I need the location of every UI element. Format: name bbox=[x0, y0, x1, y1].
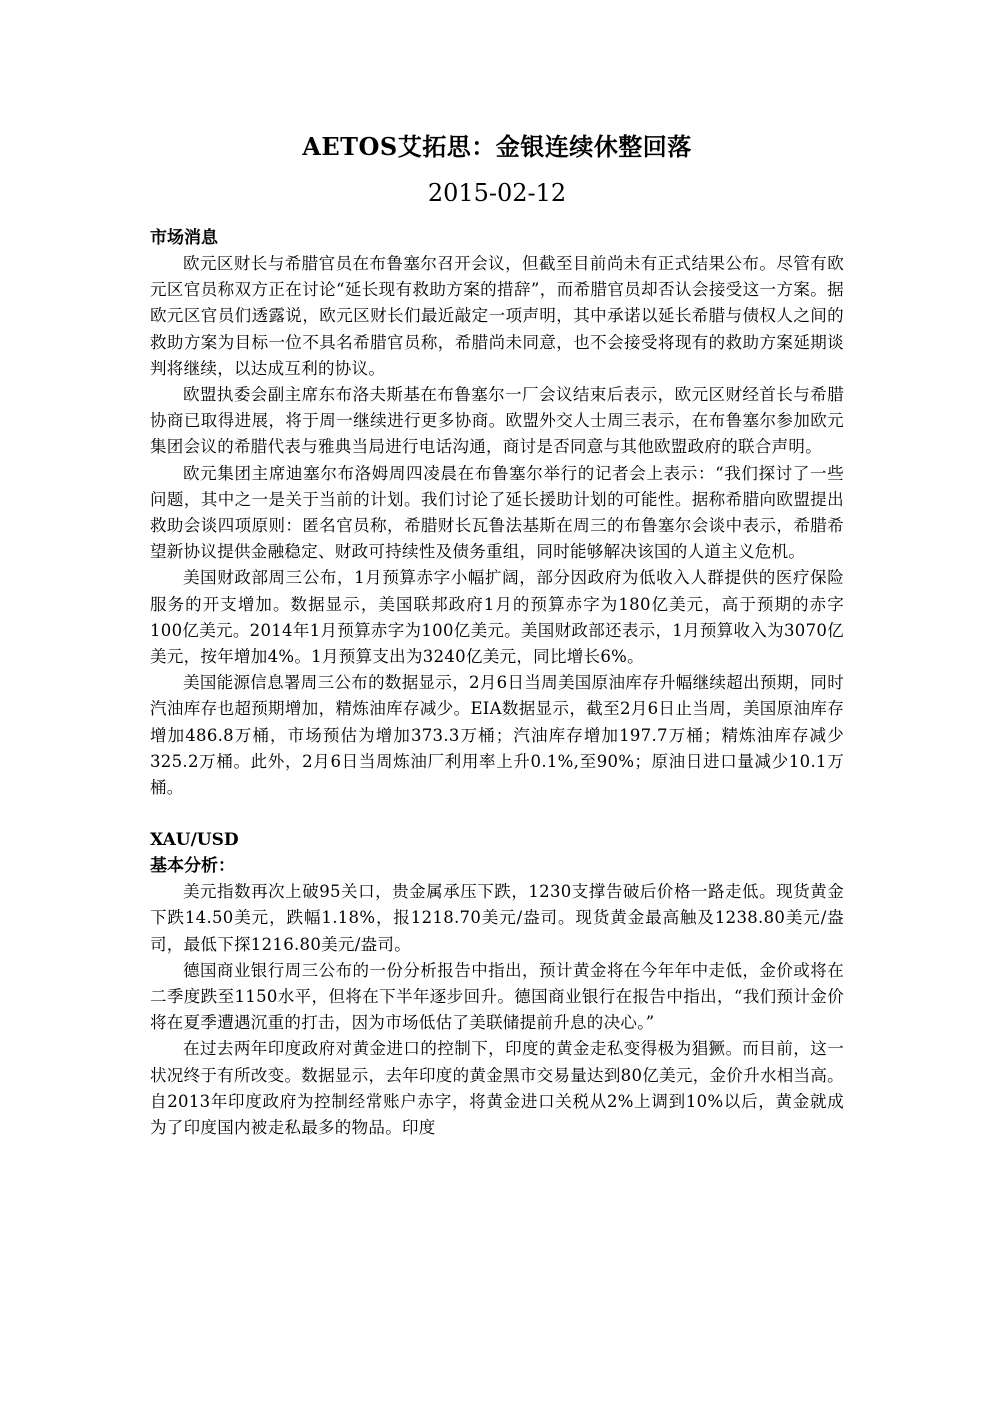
document-title: AETOS艾拓思：金银连续休整回落 bbox=[302, 132, 692, 161]
analysis-paragraph: 在过去两年印度政府对黄金进口的控制下，印度的黄金走私变得极为猖獗。而目前，这一状况终于有所改变。数据显示，去年印度的黄金黑市交易量达到80亿美元，金价升水相当高。自2013年印度政府为控制经常账户赤字，将黄金进口关税从2%上调到10%以后，黄金就成为了印度国内被走私最多的物品。印度 bbox=[150, 1039, 844, 1138]
analysis-paragraph: 德国商业银行周三公布的一份分析报告中指出，预计黄金将在今年年中走低，金价或将在二季度跌至1150水平，但将在下半年逐步回升。德国商业银行在报告中指出，“我们预计金价将在夏季遭遇沉重的打击，因为市场低估了美联储提前升息的决心。” bbox=[150, 960, 844, 1033]
market-news-paragraph: 欧元集团主席迪塞尔布洛姆周四凌晨在布鲁塞尔举行的记者会上表示：“我们探讨了一些问题，其中之一是关于当前的计划。我们讨论了延长援助计划的可能性。据称希腊向欧盟提出救助会谈四项原则：匿名官员称，希腊财长瓦鲁法基斯在周三的布鲁塞尔会谈中表示，希腊希望新协议提供金融稳定、财政可持续性及债务重组，同时能够解决该国的人道主义危机。 bbox=[150, 463, 844, 562]
market-news-paragraph: 美国财政部周三公布，1月预算赤字小幅扩阔，部分因政府为低收入人群提供的医疗保险服务的开支增加。数据显示，美国联邦政府1月的预算赤字为180亿美元，高于预期的赤字100亿美元。2014年1月预算赤字为100亿美元。美国财政部还表示，1月预算收入为3070亿美元，按年增加4%。1月预算支出为3240亿美元，同比增长6%。 bbox=[150, 568, 844, 667]
fundamental-analysis-heading: 基本分析： bbox=[150, 856, 235, 877]
section-spacer bbox=[150, 801, 844, 827]
market-news-section bbox=[150, 225, 844, 801]
market-news-paragraph: 欧盟执委会副主席东布洛夫斯基在布鲁塞尔一厂会议结束后表示，欧元区财经首长与希腊协商已取得进展，将于周一继续进行更多协商。欧盟外交人士周三表示，在布鲁塞尔参加欧元集团会议的希腊代表与雅典当局进行电话沟通，商讨是否同意与其他欧盟政府的联合声明。 bbox=[150, 385, 844, 457]
market-news-heading: 市场消息 bbox=[150, 228, 218, 248]
market-news-paragraph: 美国能源信息署周三公布的数据显示，2月6日当周美国原油库存升幅继续超出预期，同时汽油库存也超预期增加，精炼油库存减少。EIA数据显示，截至2月6日止当周，美国原油库存增加486.8万桶，市场预估为增加373.3万桶；汽油库存增加197.7万桶；精炼油库存减少325.2万桶。此外，2月6日当周炼油厂利用率上升0.1%,至90%；原油日进口量减少10.1万桶。 bbox=[150, 673, 844, 798]
document-page bbox=[150, 125, 844, 1141]
document-header bbox=[150, 125, 844, 215]
market-news-paragraph: 欧元区财长与希腊官员在布鲁塞尔召开会议，但截至目前尚未有正式结果公布。尽管有欧元区官员称双方正在讨论“延长现有救助方案的措辞”，而希腊官员却否认会接受这一方案。据欧元区官员们透露说，欧元区财长们最近敲定一项声明，其中承诺以延长希腊与债权人之间的救助方案为目标一位不具名希腊官员称，希腊尚未同意，也不会接受将现有的救助方案延期谈判将继续，以达成互利的协议。 bbox=[150, 254, 844, 378]
xau-usd-section bbox=[150, 827, 844, 1141]
analysis-paragraph: 美元指数再次上破95关口，贵金属承压下跌，1230支撑告破后价格一路走低。现货黄金下跌14.50美元，跌幅1.18%，报1218.70美元/盎司。现货黄金最高触及1238.80美元/盎司，最低下探1216.80美元/盎司。 bbox=[150, 882, 844, 954]
xau-usd-heading: XAU/USD bbox=[150, 830, 239, 851]
document-date: 2015-02-12 bbox=[427, 179, 567, 207]
